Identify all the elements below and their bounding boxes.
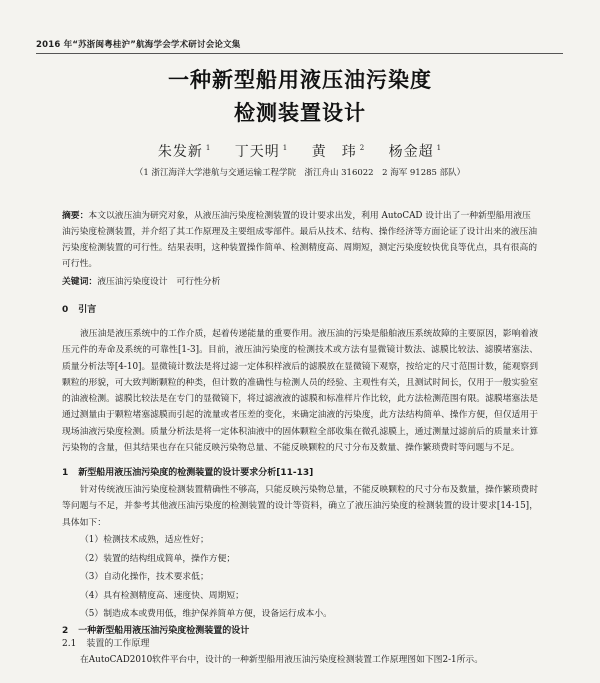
affiliation: （1 浙江海洋大学港航与交通运输工程学院 浙江舟山 316022 2 海军 91285 部队） [134, 168, 466, 178]
keywords [62, 274, 538, 290]
list-item: （4）具有检测精度高、速度快、周期短； [80, 590, 244, 601]
paper-title-line-2: 检测装置设计 [234, 101, 366, 125]
author: 丁天明 $^1$ [234, 144, 289, 160]
paper-title-line-1: 一种新型船用液压油污染度 [168, 68, 432, 92]
running-header: 2016 年“苏浙闽粤桂沪”航海学会学术研讨会论文集 [36, 40, 241, 50]
keywords-label: 关键词： [62, 277, 98, 287]
section-heading-2: 2 一种新型船用液压油污染度检测装置的设计 [62, 626, 250, 636]
header-rule [36, 53, 563, 54]
author: 杨金超 $^1$ [388, 144, 443, 160]
list-item: （3）自动化操作，技术要求低； [80, 572, 209, 582]
intro-paragraph: 液压油是液压系统中的工作介质，起着传递能量的重要作用。液压油的污染是船舶液压系统故障的主要原因，影响着液压元件的寿命及系统的可靠性[1-3]。目前，液压油污染度的检测技术或方法有显微镜计数法、滤膜比较法、滤膜堵塞法、质量分析法等[4-10]。显微镜计数法是将过滤一定体积样液后的滤膜放在显微镜下观察，按给定的尺寸范围计数，能观察到颗粒的形貌，可大致判断颗粒的种类，但计数的准确性与检测人员的经验、主观性有关，且测试时间长，仅用于一般实验室的油液检测。滤膜比较法是在专门的显微镜下，将过滤液液的滤膜和标准样片作比较，此方法检测范围有限。滤膜堵塞法是通过测量由于颗粒堵塞滤膜而引起的流量或者压差的变化，来确定油液的污染度，此方法结构简单、操作方便，但仅适用于现场油液污染度检测。质量分析法是将一定体积油液中的固体颗粒全部收集在微孔滤膜上，通过测量过滤前后的质量来计算污染物的含量，但其结果也存在只能反映污染物总量、不能反映颗粒的尺寸分布及数量、操作繁琐费时等问题与不足。 [62, 329, 538, 454]
requirements-list [80, 531, 332, 624]
list-item: （2）装置的结构组成简单，操作方便； [80, 553, 236, 564]
author-list [0, 141, 600, 161]
list-item: （5）制造成本或费用低，维护保养简单方便，设备运行成本小。 [80, 609, 332, 619]
section-2-1-paragraph: 在AutoCAD2010软件平台中，设计的一种新型船用液压油污染度检测装置工作原理图如下图2-1所示。 [80, 655, 484, 665]
abstract-label: 摘要： [62, 211, 89, 221]
abstract-text: 本文以液压油为研究对象，从液压油污染度检测装置的设计要求出发，利用 AutoCAD 设计出了一种新型船用液压油污染度检测装置，并介绍了其工作原理及主要组成零部件。最后从技术、结构、操作经济等方面论证了设计出来的液压油污染度检测装置的可行性。结果表明，这种装置操作简单、检测精度高、周期短，测定污染度较快优良等优点，具有很高的可行性。 [62, 211, 538, 269]
section-heading-intro: 0 引言 [62, 305, 97, 315]
author: 黄 玮 $^2$ [311, 144, 366, 160]
keywords-text: 液压油污染度设计 可行性分析 [97, 277, 221, 287]
list-item: （1）检测技术成熟，适应性好； [80, 535, 209, 545]
author: 朱发新 $^1$ [157, 144, 212, 160]
abstract [62, 208, 538, 272]
section-heading-1: 1 新型船用液压油污染度的检测装置的设计要求分析[11-13] [62, 468, 314, 478]
section-1-paragraph: 针对传统液压油污染度检测装置精确性不够高，只能反映污染物总量，不能反映颗粒的尺寸分布及数量，操作繁琐费时等问题与不足，并参考其他液压油污染度的检测装置的设计等资料，确立了液压油污染度的检测装置的设计要求[14-15]，具体如下： [62, 485, 538, 528]
section-heading-2-1: 2.1 装置的工作原理 [62, 639, 150, 649]
